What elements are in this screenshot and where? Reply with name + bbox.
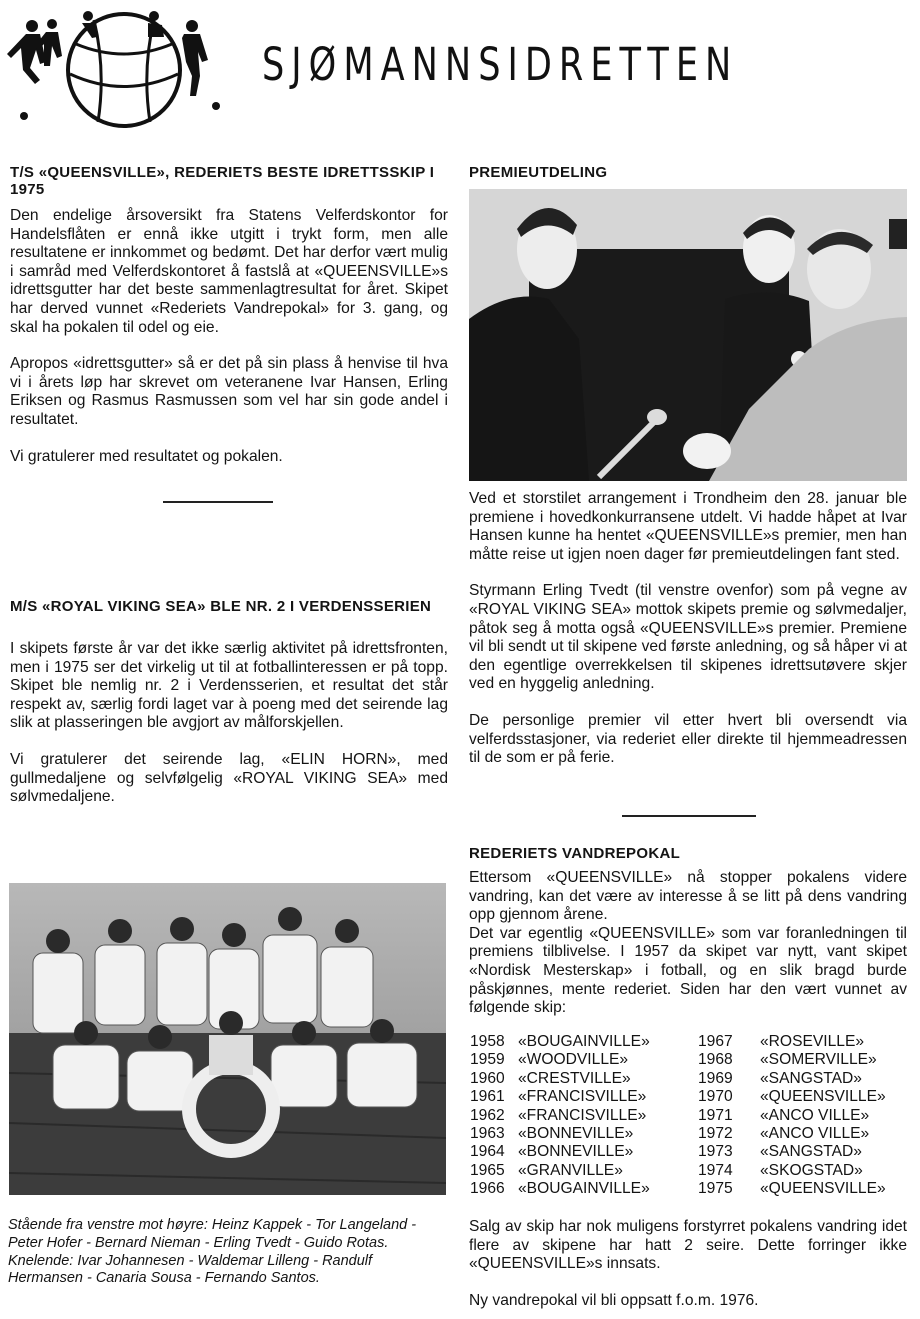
winner-ship: «GRANVILLE» (518, 1161, 623, 1179)
divider (163, 501, 273, 503)
winner-year: 1963 (470, 1125, 505, 1143)
winner-ship: «FRANCISVILLE» (518, 1088, 647, 1106)
article2-paragraph-1: I skipets første år var det ikke særlig aktivitet på idrettsfronten, men i 1975 ser det virkelig ut til at fotballinteressen er på topp. Skipet ble nemlig nr. 2 i Verdensserien, et resultat det står respekt av, særlig fordi laget var à poeng med det seirende lag slik at plasseringen ble avgjort av målforskjellen. (10, 640, 448, 732)
caption-kneeling: Knelende: Ivar Johannesen - Waldemar Lilleng - Randulf Hermansen - Canaria Sousa - Fernando Santos. (8, 1252, 373, 1287)
winner-year: 1972 (698, 1125, 733, 1143)
vandrepokal-intro (469, 869, 907, 1018)
divider (622, 815, 756, 817)
winner-ship: «QUEENSVILLE» (760, 1088, 886, 1106)
vandrepokal-outro (469, 1218, 907, 1310)
vandrepokal-heading: REDERIETS VANDREPOKAL (469, 845, 681, 862)
vandrepokal-paragraph-3: Salg av skip har nok muligens forstyrret pokalens vandring idet flere av skipene har hatt 2 seire. Dette forringer ikke «QUEENSVILLE»s innsats. (469, 1218, 907, 1273)
winner-year: 1967 (698, 1033, 733, 1050)
winner-ship: «ROSEVILLE» (760, 1033, 865, 1050)
team-photo (9, 883, 446, 1195)
vandrepokal-paragraph-4: Ny vandrepokal vil bli oppsatt f.o.m. 1976. (469, 1291, 759, 1309)
premieutdeling-heading: PREMIEUTDELING (469, 164, 608, 181)
winner-ship: «SKOGSTAD» (760, 1161, 863, 1179)
winner-ship: «CRESTVILLE» (518, 1069, 631, 1087)
winner-year: 1962 (470, 1106, 505, 1124)
winner-year: 1965 (470, 1161, 505, 1179)
article2-heading: M/S «ROYAL VIKING SEA» BLE NR. 2 I VERDENSSERIEN (10, 598, 432, 615)
article2-paragraph-2: Vi gratulerer det seirende lag, «ELIN HORN», med gullmedaljene og selvfølgelig «ROYAL VIKING SEA» med sølvmedaljene. (10, 750, 448, 806)
premieutdeling-paragraph-3: De personlige premier vil etter hvert bli oversendt via velferdsstasjoner, via rederiet eller direkte til hjemmeadressen til de som er på ferie. (469, 711, 907, 767)
winners-row (470, 1180, 900, 1198)
winner-ship: «WOODVILLE» (518, 1051, 629, 1069)
winners-table (470, 1033, 900, 1199)
winner-year: 1959 (470, 1051, 505, 1069)
winners-row (470, 1143, 900, 1161)
premieutdeling-paragraph-1: Ved et storstilet arrangement i Trondheim den 28. januar ble premiene i hovedkonkurransene utdelt. Vi hadde håpet at Ivar Hansen kunne ha hentet «QUEENSVILLE»s premier, men han måtte reise ut igjen noen dager før premieutdelingen fant sted. (469, 490, 907, 563)
winners-row (470, 1051, 900, 1069)
winner-ship: «QUEENSVILLE» (760, 1180, 886, 1198)
winner-year: 1974 (698, 1161, 733, 1179)
winner-year: 1969 (698, 1069, 733, 1087)
masthead-title: SJØMANNSIDRETTEN (262, 38, 739, 91)
article1-paragraph-2: Apropos «idrettsgutter» så er det på sin plass å henvise til hva vi i årets løp har skrevet om veteranene Ivar Hansen, Erling Eriksen og Rasmus Rasmussen som vel har sin gode andel i resultatet. (10, 355, 448, 428)
article1-body (10, 207, 448, 466)
winner-year: 1958 (470, 1033, 505, 1050)
winner-year: 1975 (698, 1180, 733, 1198)
winners-row (470, 1162, 900, 1180)
winner-ship: «ANCO VILLE» (760, 1106, 870, 1124)
winners-row (470, 1107, 900, 1125)
premieutdeling-body (469, 490, 907, 768)
winner-ship: «SANGSTAD» (760, 1143, 862, 1161)
winner-year: 1960 (470, 1069, 505, 1087)
winner-year: 1973 (698, 1143, 733, 1161)
caption-standing: Stående fra venstre mot høyre: Heinz Kappek - Tor Langeland - Peter Hofer - Bernard Nieman - Erling Tvedt - Guido Rotas. (8, 1217, 417, 1251)
winner-ship: «SANGSTAD» (760, 1069, 862, 1087)
winner-year: 1961 (470, 1088, 505, 1106)
winner-ship: «BOUGAINVILLE» (518, 1033, 650, 1050)
winners-row (470, 1070, 900, 1088)
article1-paragraph-1: Den endelige årsoversikt fra Statens Velferdskontor for Handelsflåten er ennå ikke utgitt i trykt form, men alle resultatene er innkommet og bedømt. Det har derfor vært mulig i samråd med Velferdskontoret å fastslå at «QUEENSVILLE»s idrettsgutter har det beste sammenlagtresultat for året. Skipet har derved vunnet «Rederiets Vandrepokal» for 3. gang, og skal ha pokalen til odel og eie. (10, 207, 448, 336)
winner-ship: «SOMERVILLE» (760, 1051, 877, 1069)
winner-year: 1968 (698, 1051, 733, 1069)
article2-body (10, 640, 448, 807)
vandrepokal-paragraph-2: Det var egentlig «QUEENSVILLE» som var foranledningen til premiens tilblivelse. I 1957 da skipet var nytt, vant skipet «Nordisk Mesterskap» i fotball, og en slik bragd burde påskjønnes, mente rederiet. Siden har den vært vunnet av følgende skip: (469, 924, 907, 1017)
winner-ship: «BOUGAINVILLE» (518, 1180, 650, 1198)
winner-ship: «FRANCISVILLE» (518, 1106, 647, 1124)
team-caption (8, 1217, 448, 1288)
football-logo (6, 4, 222, 134)
winner-ship: «BONNEVILLE» (518, 1125, 634, 1143)
winner-year: 1970 (698, 1088, 733, 1106)
winner-ship: «BONNEVILLE» (518, 1143, 634, 1161)
article1-heading: T/S «QUEENSVILLE», REDERIETS BESTE IDRETTSSKIP I 1975 (10, 164, 435, 198)
article1-paragraph-3: Vi gratulerer med resultatet og pokalen. (10, 447, 283, 465)
premieutdeling-paragraph-2: Styrmann Erling Tvedt (til venstre ovenfor) som på vegne av «ROYAL VIKING SEA» mottok skipets premie og sølvmedaljer, påtok seg å motta også «QUEENSVILLE»s premier. Premiene vil bli sendt ut til skipene ved første anledning, og så håper vi at den egentlige overrekkelsen til skipenes idrettsutøvere skjer ved en hyggelig anledning. (469, 582, 907, 693)
winner-year: 1971 (698, 1106, 733, 1124)
award-ceremony-photo (469, 189, 907, 481)
winners-row (470, 1033, 900, 1051)
vandrepokal-paragraph-1: Ettersom «QUEENSVILLE» nå stopper pokalens videre vandring, kan det være av interesse å se litt på dens vandring opp gjennom årene. (469, 869, 907, 924)
winners-row (470, 1125, 900, 1143)
winner-ship: «ANCO VILLE» (760, 1125, 870, 1143)
winners-row (470, 1088, 900, 1106)
winner-year: 1964 (470, 1143, 505, 1161)
winner-year: 1966 (470, 1180, 505, 1198)
